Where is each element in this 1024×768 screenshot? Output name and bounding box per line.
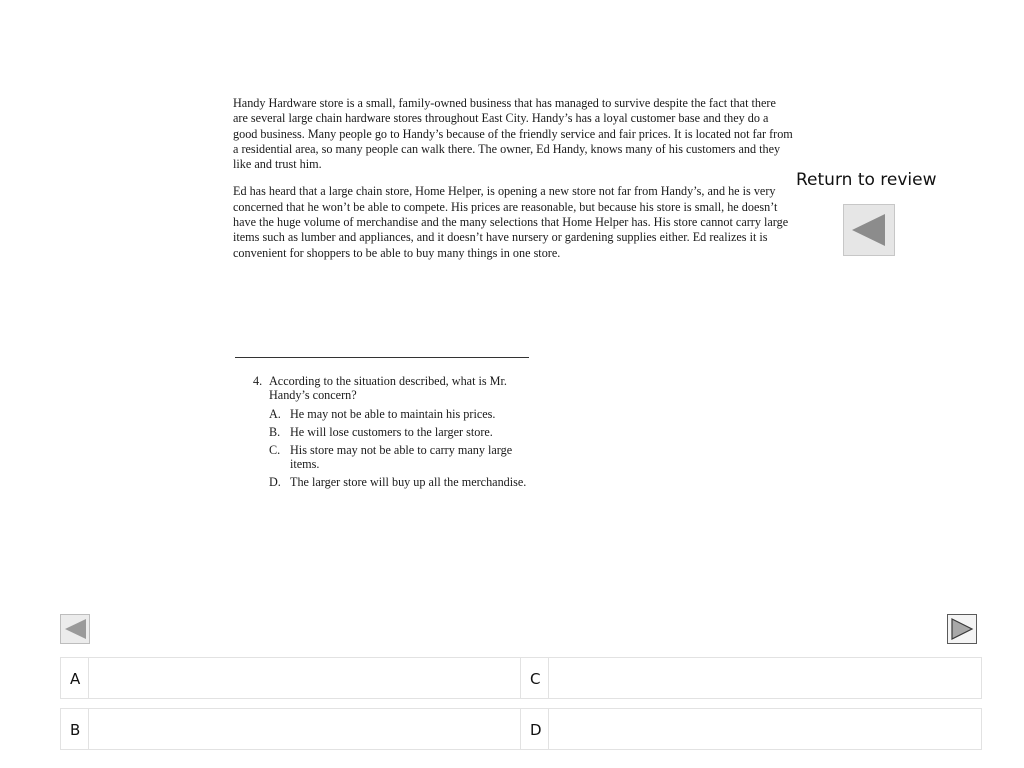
- reading-passage: [233, 96, 793, 273]
- choice-text: He may not be able to maintain his prices.: [290, 407, 496, 421]
- left-triangle-icon: [844, 205, 894, 255]
- choice-a: [269, 407, 533, 421]
- answer-letter: B: [61, 709, 89, 749]
- answer-value: [89, 709, 520, 749]
- question-divider: [235, 357, 529, 358]
- answer-letter: D: [521, 709, 549, 749]
- return-to-review-label: Return to review: [796, 170, 937, 190]
- answer-letter: C: [521, 658, 549, 698]
- left-triangle-icon: [61, 615, 89, 643]
- answer-option-b[interactable]: [60, 708, 521, 750]
- answer-row: [60, 657, 982, 699]
- answer-value: [89, 658, 520, 698]
- question-text: According to the situation described, what is Mr. Handy’s concern?: [269, 374, 507, 402]
- choice-letter: D.: [269, 475, 281, 489]
- choice-text: He will lose customers to the larger store.: [290, 425, 493, 439]
- question-stem: [253, 374, 533, 402]
- answer-option-d[interactable]: [521, 708, 982, 750]
- choice-letter: B.: [269, 425, 281, 439]
- choice-text: The larger store will buy up all the merchandise.: [290, 475, 527, 489]
- answer-value: [549, 709, 981, 749]
- passage-paragraph-1: Handy Hardware store is a small, family-owned business that has managed to survive despite the fact that there are several large chain hardware stores throughout East City. Handy’s has a loyal customer base and they do a good business. Many people go to Handy’s because of the friendly service and fair prices. It is located not far from a residential area, so many people can walk there. The owner, Ed Handy, knows many of his customers and they like and trust him.: [233, 96, 793, 172]
- answer-option-c[interactable]: [521, 657, 982, 699]
- question-block: [253, 374, 533, 493]
- return-to-review-button[interactable]: [843, 204, 895, 256]
- choice-letter: A.: [269, 407, 281, 421]
- question-number: 4.: [253, 374, 263, 388]
- choice-c: [269, 443, 533, 471]
- previous-button[interactable]: [60, 614, 90, 644]
- choice-text: His store may not be able to carry many large items.: [290, 443, 513, 471]
- answer-grid: [60, 657, 982, 759]
- choice-d: [269, 475, 533, 489]
- next-button[interactable]: [947, 614, 977, 644]
- answer-option-a[interactable]: [60, 657, 521, 699]
- choice-b: [269, 425, 533, 439]
- answer-letter: A: [61, 658, 89, 698]
- right-triangle-icon: [948, 615, 976, 643]
- answer-row: [60, 708, 982, 750]
- answer-value: [549, 658, 981, 698]
- choice-letter: C.: [269, 443, 281, 457]
- passage-paragraph-2: Ed has heard that a large chain store, Home Helper, is opening a new store not far from Handy’s, and he is very concerned that he won’t be able to compete. His prices are reasonable, but because his store is small, he doesn’t have the huge volume of merchandise and the many selections that Home Helper has. His store cannot carry large items such as lumber and appliances, and it doesn’t have nursery or gardening supplies either. Ed realizes it is convenient for shoppers to be able to buy many things in one store.: [233, 184, 789, 260]
